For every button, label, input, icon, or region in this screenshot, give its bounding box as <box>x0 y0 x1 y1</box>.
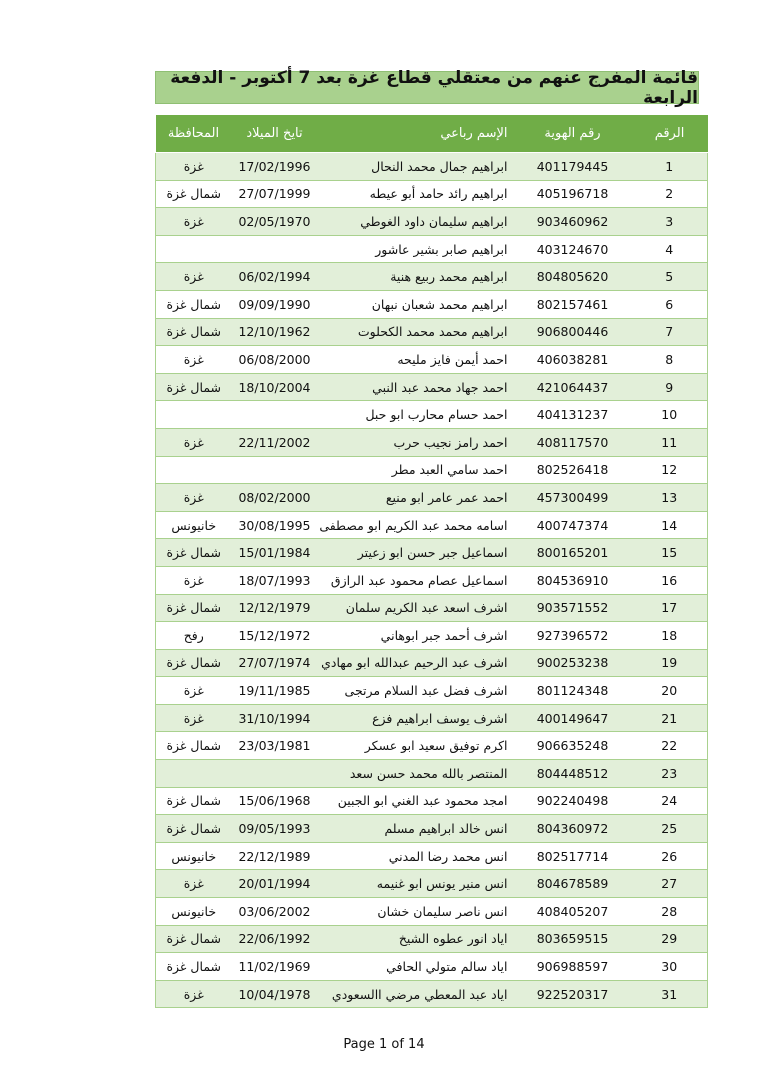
table-row <box>156 760 708 788</box>
row-id-number: 927396572 <box>514 622 632 650</box>
row-birthdate: 17/02/1996 <box>232 153 318 181</box>
row-id-number: 900253238 <box>514 649 632 677</box>
row-full-name: اياد عبد المعطي مرضي االسعودي <box>318 980 514 1008</box>
row-governorate: شمال غزة <box>156 318 232 346</box>
row-governorate: خانيونس <box>156 898 232 926</box>
row-governorate <box>156 760 232 788</box>
header-name: الإسم رباعي <box>318 115 514 153</box>
table-row <box>156 235 708 263</box>
row-governorate: شمال غزة <box>156 539 232 567</box>
row-governorate: غزة <box>156 980 232 1008</box>
table-row <box>156 428 708 456</box>
row-governorate: شمال غزة <box>156 815 232 843</box>
table-row <box>156 622 708 650</box>
row-id-number: 804805620 <box>514 263 632 291</box>
row-full-name: ابراهيم جمال محمد النحال <box>318 153 514 181</box>
row-id-number: 903460962 <box>514 208 632 236</box>
row-governorate: خانيونس <box>156 842 232 870</box>
row-number: 30 <box>632 953 708 981</box>
page-number: Page 1 of 14 <box>343 1037 425 1052</box>
row-birthdate: 15/01/1984 <box>232 539 318 567</box>
row-birthdate: 11/02/1969 <box>232 953 318 981</box>
row-id-number: 804360972 <box>514 815 632 843</box>
table-row <box>156 649 708 677</box>
row-id-number: 403124670 <box>514 235 632 263</box>
row-birthdate: 27/07/1974 <box>232 649 318 677</box>
row-governorate: شمال غزة <box>156 180 232 208</box>
header-birthdate: تايخ الميلاد <box>232 115 318 153</box>
row-governorate <box>156 401 232 429</box>
row-number: 19 <box>632 649 708 677</box>
row-governorate: غزة <box>156 566 232 594</box>
table-row <box>156 732 708 760</box>
detainee-table <box>155 115 708 1008</box>
table-row <box>156 539 708 567</box>
row-number: 9 <box>632 373 708 401</box>
row-governorate <box>156 456 232 484</box>
row-number: 28 <box>632 898 708 926</box>
row-birthdate: 15/12/1972 <box>232 622 318 650</box>
row-number: 3 <box>632 208 708 236</box>
row-birthdate: 23/03/1981 <box>232 732 318 760</box>
row-id-number: 401179445 <box>514 153 632 181</box>
row-number: 26 <box>632 842 708 870</box>
table-header-row <box>156 115 708 153</box>
row-birthdate: 02/05/1970 <box>232 208 318 236</box>
row-number: 11 <box>632 428 708 456</box>
row-full-name: اكرم توفيق سعيد ابو عسكر <box>318 732 514 760</box>
row-governorate <box>156 235 232 263</box>
row-full-name: اشرف يوسف ابراهيم فزع <box>318 704 514 732</box>
row-id-number: 802517714 <box>514 842 632 870</box>
row-birthdate: 10/04/1978 <box>232 980 318 1008</box>
row-number: 10 <box>632 401 708 429</box>
row-full-name: اشرف عبد الرحيم عبدالله ابو مهادي <box>318 649 514 677</box>
row-full-name: المنتصر بالله محمد حسن سعد <box>318 760 514 788</box>
row-full-name: احمد جهاد محمد عبد النبي <box>318 373 514 401</box>
row-birthdate: 03/06/2002 <box>232 898 318 926</box>
row-number: 6 <box>632 290 708 318</box>
row-full-name: ابراهيم صابر بشير عاشور <box>318 235 514 263</box>
row-number: 18 <box>632 622 708 650</box>
row-birthdate: 22/11/2002 <box>232 428 318 456</box>
row-birthdate: 18/07/1993 <box>232 566 318 594</box>
row-full-name: ابراهيم محمد محمد الكحلوت <box>318 318 514 346</box>
row-id-number: 404131237 <box>514 401 632 429</box>
row-governorate: شمال غزة <box>156 953 232 981</box>
row-full-name: امجد محمود عبد الغني ابو الجبين <box>318 787 514 815</box>
table-row <box>156 815 708 843</box>
row-birthdate: 12/12/1979 <box>232 594 318 622</box>
table-row <box>156 318 708 346</box>
table-row <box>156 594 708 622</box>
row-birthdate: 06/02/1994 <box>232 263 318 291</box>
row-id-number: 804536910 <box>514 566 632 594</box>
row-full-name: اشرف اسعد عبد الكريم سلمان <box>318 594 514 622</box>
row-number: 25 <box>632 815 708 843</box>
row-birthdate <box>232 760 318 788</box>
row-id-number: 803659515 <box>514 925 632 953</box>
row-number: 31 <box>632 980 708 1008</box>
row-governorate: غزة <box>156 484 232 512</box>
row-full-name: ابراهيم رائد حامد أبو عيطه <box>318 180 514 208</box>
row-id-number: 922520317 <box>514 980 632 1008</box>
table-row <box>156 373 708 401</box>
row-number: 2 <box>632 180 708 208</box>
row-governorate: غزة <box>156 704 232 732</box>
row-birthdate: 18/10/2004 <box>232 373 318 401</box>
table-row <box>156 704 708 732</box>
table-row <box>156 346 708 374</box>
row-id-number: 400747374 <box>514 511 632 539</box>
row-birthdate: 20/01/1994 <box>232 870 318 898</box>
row-birthdate: 15/06/1968 <box>232 787 318 815</box>
row-governorate: غزة <box>156 346 232 374</box>
row-governorate: شمال غزة <box>156 594 232 622</box>
row-number: 1 <box>632 153 708 181</box>
row-governorate: شمال غزة <box>156 290 232 318</box>
row-full-name: ابراهيم سليمان داود الغوطي <box>318 208 514 236</box>
row-governorate: شمال غزة <box>156 925 232 953</box>
row-id-number: 400149647 <box>514 704 632 732</box>
row-birthdate: 31/10/1994 <box>232 704 318 732</box>
row-id-number: 902240498 <box>514 787 632 815</box>
row-id-number: 906800446 <box>514 318 632 346</box>
table-row <box>156 925 708 953</box>
row-number: 5 <box>632 263 708 291</box>
row-birthdate: 22/12/1989 <box>232 842 318 870</box>
row-governorate: شمال غزة <box>156 373 232 401</box>
header-number: الرقم <box>632 115 708 153</box>
row-birthdate: 09/09/1990 <box>232 290 318 318</box>
row-governorate: غزة <box>156 208 232 236</box>
row-id-number: 408405207 <box>514 898 632 926</box>
table-row <box>156 401 708 429</box>
row-full-name: احمد عمر عامر ابو منيع <box>318 484 514 512</box>
header-governorate: المحافظة <box>156 115 232 153</box>
row-full-name: اياد سالم متولي الحافي <box>318 953 514 981</box>
row-id-number: 457300499 <box>514 484 632 512</box>
row-full-name: اشرف أحمد جبر ابوهاني <box>318 622 514 650</box>
row-birthdate: 12/10/1962 <box>232 318 318 346</box>
row-number: 21 <box>632 704 708 732</box>
table-row <box>156 153 708 181</box>
row-full-name: احمد أيمن فايز مليحه <box>318 346 514 374</box>
row-id-number: 405196718 <box>514 180 632 208</box>
page-title: قائمة المفرج عنهم من معتقلي قطاع غزة بعد 7 أكتوبر - الدفعة الرابعة <box>155 71 699 104</box>
table-row <box>156 842 708 870</box>
row-full-name: اياد انور عطوه الشيخ <box>318 925 514 953</box>
table-row <box>156 898 708 926</box>
row-full-name: انس خالد ابراهيم مسلم <box>318 815 514 843</box>
row-full-name: احمد سامي العبد مطر <box>318 456 514 484</box>
row-id-number: 801124348 <box>514 677 632 705</box>
row-full-name: اسامه محمد عبد الكريم ابو مصطفى <box>318 511 514 539</box>
table-body <box>156 153 708 1008</box>
row-governorate: غزة <box>156 870 232 898</box>
row-id-number: 421064437 <box>514 373 632 401</box>
row-governorate: شمال غزة <box>156 732 232 760</box>
row-id-number: 906988597 <box>514 953 632 981</box>
row-full-name: احمد رامز نجيب حرب <box>318 428 514 456</box>
row-birthdate: 22/06/1992 <box>232 925 318 953</box>
row-governorate: غزة <box>156 428 232 456</box>
row-governorate: غزة <box>156 677 232 705</box>
row-governorate: رفح <box>156 622 232 650</box>
table-row <box>156 290 708 318</box>
row-birthdate: 27/07/1999 <box>232 180 318 208</box>
row-number: 17 <box>632 594 708 622</box>
row-birthdate: 09/05/1993 <box>232 815 318 843</box>
row-governorate: شمال غزة <box>156 787 232 815</box>
row-governorate: غزة <box>156 263 232 291</box>
row-id-number: 802157461 <box>514 290 632 318</box>
row-number: 23 <box>632 760 708 788</box>
table-row <box>156 511 708 539</box>
row-number: 4 <box>632 235 708 263</box>
row-id-number: 408117570 <box>514 428 632 456</box>
row-id-number: 804448512 <box>514 760 632 788</box>
table-row <box>156 456 708 484</box>
row-number: 8 <box>632 346 708 374</box>
row-full-name: اسماعيل جبر حسن ابو زعيتر <box>318 539 514 567</box>
table-row <box>156 484 708 512</box>
row-birthdate: 19/11/1985 <box>232 677 318 705</box>
table-row <box>156 208 708 236</box>
row-number: 20 <box>632 677 708 705</box>
table-row <box>156 263 708 291</box>
row-number: 13 <box>632 484 708 512</box>
row-full-name: انس ناصر سليمان خشان <box>318 898 514 926</box>
row-id-number: 802526418 <box>514 456 632 484</box>
row-number: 12 <box>632 456 708 484</box>
row-full-name: ابراهيم محمد ربيع هنية <box>318 263 514 291</box>
row-birthdate <box>232 456 318 484</box>
row-full-name: انس منير يونس ابو غنيمه <box>318 870 514 898</box>
row-governorate: غزة <box>156 153 232 181</box>
row-birthdate: 08/02/2000 <box>232 484 318 512</box>
row-number: 14 <box>632 511 708 539</box>
row-full-name: انس محمد رضا المدني <box>318 842 514 870</box>
row-number: 15 <box>632 539 708 567</box>
row-birthdate: 06/08/2000 <box>232 346 318 374</box>
row-full-name: اسماعيل عصام محمود عبد الرازق <box>318 566 514 594</box>
row-number: 7 <box>632 318 708 346</box>
row-id-number: 800165201 <box>514 539 632 567</box>
table-row <box>156 953 708 981</box>
row-id-number: 406038281 <box>514 346 632 374</box>
table-row <box>156 980 708 1008</box>
row-id-number: 804678589 <box>514 870 632 898</box>
row-birthdate: 30/08/1995 <box>232 511 318 539</box>
table-row <box>156 870 708 898</box>
row-number: 24 <box>632 787 708 815</box>
row-number: 22 <box>632 732 708 760</box>
header-id: رقم الهوية <box>514 115 632 153</box>
row-full-name: اشرف فضل عبد السلام مرتجى <box>318 677 514 705</box>
row-number: 29 <box>632 925 708 953</box>
table-row <box>156 180 708 208</box>
table-row <box>156 677 708 705</box>
row-birthdate <box>232 235 318 263</box>
row-number: 16 <box>632 566 708 594</box>
row-governorate: شمال غزة <box>156 649 232 677</box>
row-full-name: ابراهيم محمد شعبان نبهان <box>318 290 514 318</box>
table-row <box>156 566 708 594</box>
table-row <box>156 787 708 815</box>
row-full-name: احمد حسام محارب ابو حبل <box>318 401 514 429</box>
row-birthdate <box>232 401 318 429</box>
row-number: 27 <box>632 870 708 898</box>
row-id-number: 906635248 <box>514 732 632 760</box>
row-id-number: 903571552 <box>514 594 632 622</box>
row-governorate: خانيونس <box>156 511 232 539</box>
